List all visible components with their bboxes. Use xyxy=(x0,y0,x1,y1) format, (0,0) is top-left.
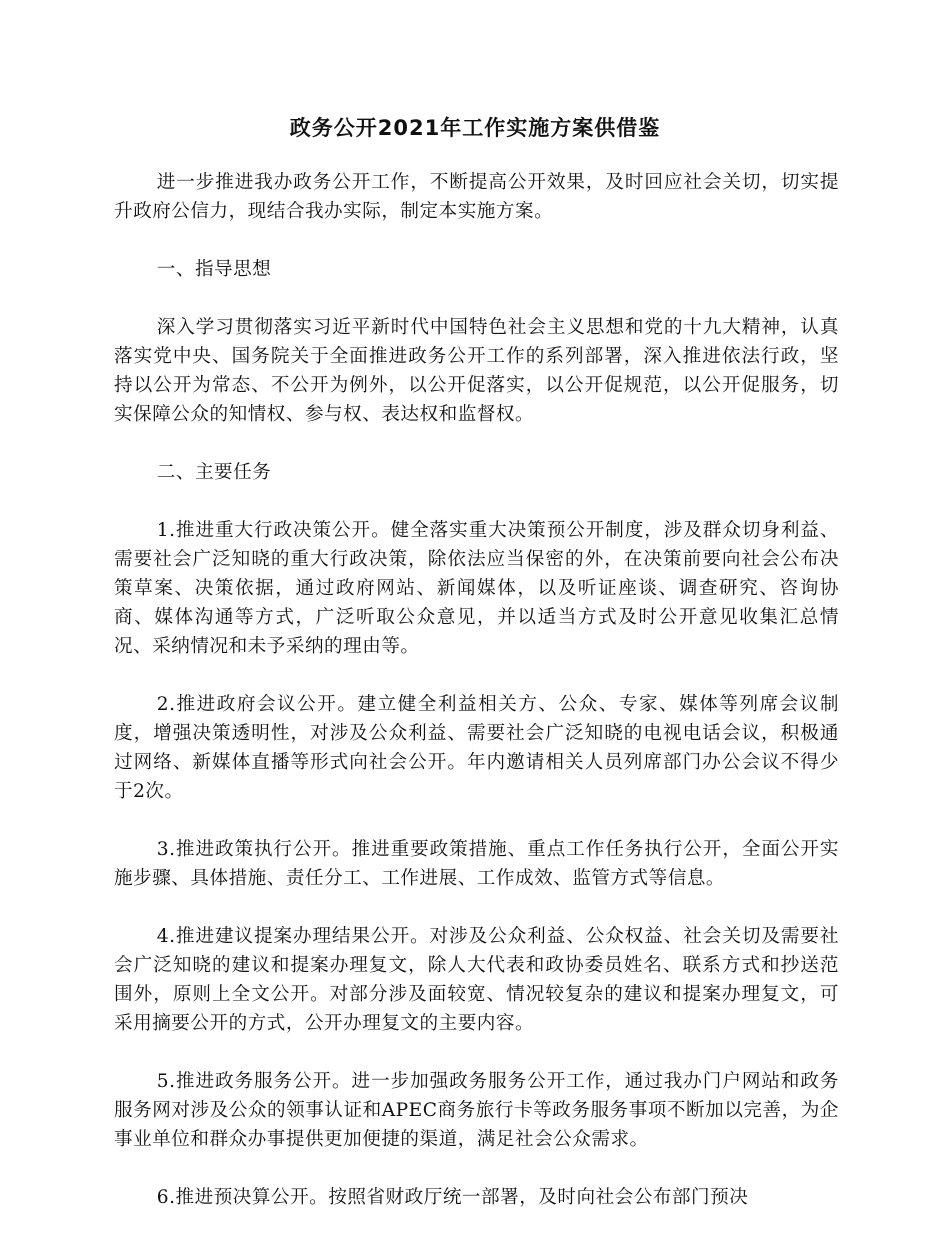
guiding-ideology-paragraph: 深入学习贯彻落实习近平新时代中国特色社会主义思想和党的十九大精神，认真落实党中央、国务院关于全面推进政务公开工作的系列部署，深入推进依法行政，坚持以公开为常态、不公开为例外，以公开促落实，以公开促规范，以公开促服务，切实保障公众的知情权、参与权、表达权和监督权。 xyxy=(114,317,839,425)
section-heading-guiding-ideology: 一、指导思想 xyxy=(156,259,272,280)
section-heading-main-tasks: 二、主要任务 xyxy=(156,462,272,483)
document-body xyxy=(114,168,839,1241)
task-paragraph-3: 3.推进政策执行公开。推进重要政策措施、重点工作任务执行公开，全面公开实施步骤、具体措施、责任分工、工作进展、工作成效、监管方式等信息。 xyxy=(114,839,839,889)
document-title: 政务公开2021年工作实施方案供借鉴 xyxy=(289,116,661,140)
intro-paragraph: 进一步推进我办政务公开工作，不断提高公开效果，及时回应社会关切，切实提升政府公信力，现结合我办实际，制定本实施方案。 xyxy=(114,172,839,222)
task-paragraph-2: 2.推进政府会议公开。建立健全利益相关方、公众、专家、媒体等列席会议制度，增强决策透明性，对涉及公众利益、需要社会广泛知晓的电视电话会议，积极通过网络、新媒体直播等形式向社会公开。年内邀请相关人员列席部门办公会议不得少于2次。 xyxy=(114,694,839,802)
task-paragraph-1: 1.推进重大行政决策公开。健全落实重大决策预公开制度，涉及群众切身利益、需要社会广泛知晓的重大行政决策，除依法应当保密的外，在决策前要向社会公布决策草案、决策依据，通过政府网站、新闻媒体，以及听证座谈、调查研究、咨询协商、媒体沟通等方式，广泛听取公众意见，并以适当方式及时公开意见收集汇总情况、采纳情况和未予采纳的理由等。 xyxy=(114,520,839,657)
task-paragraph-6: 6.推进预决算公开。按照省财政厅统一部署，及时向社会公布部门预决 xyxy=(156,1187,749,1208)
task-paragraph-5: 5.推进政务服务公开。进一步加强政务服务公开工作，通过我办门户网站和政务服务网对涉及公众的领事认证和APEC商务旅行卡等政务服务事项不断加以完善，为企事业单位和群众办事提供更加便捷的渠道，满足社会公众需求。 xyxy=(114,1071,839,1150)
task-paragraph-4: 4.推进建议提案办理结果公开。对涉及公众利益、公众权益、社会关切及需要社会广泛知晓的建议和提案办理复文，除人大代表和政协委员姓名、联系方式和抄送范围外，原则上全文公开。对部分涉及面较宽、情况较复杂的建议和提案办理复文，可采用摘要公开的方式，公开办理复文的主要内容。 xyxy=(114,926,839,1034)
